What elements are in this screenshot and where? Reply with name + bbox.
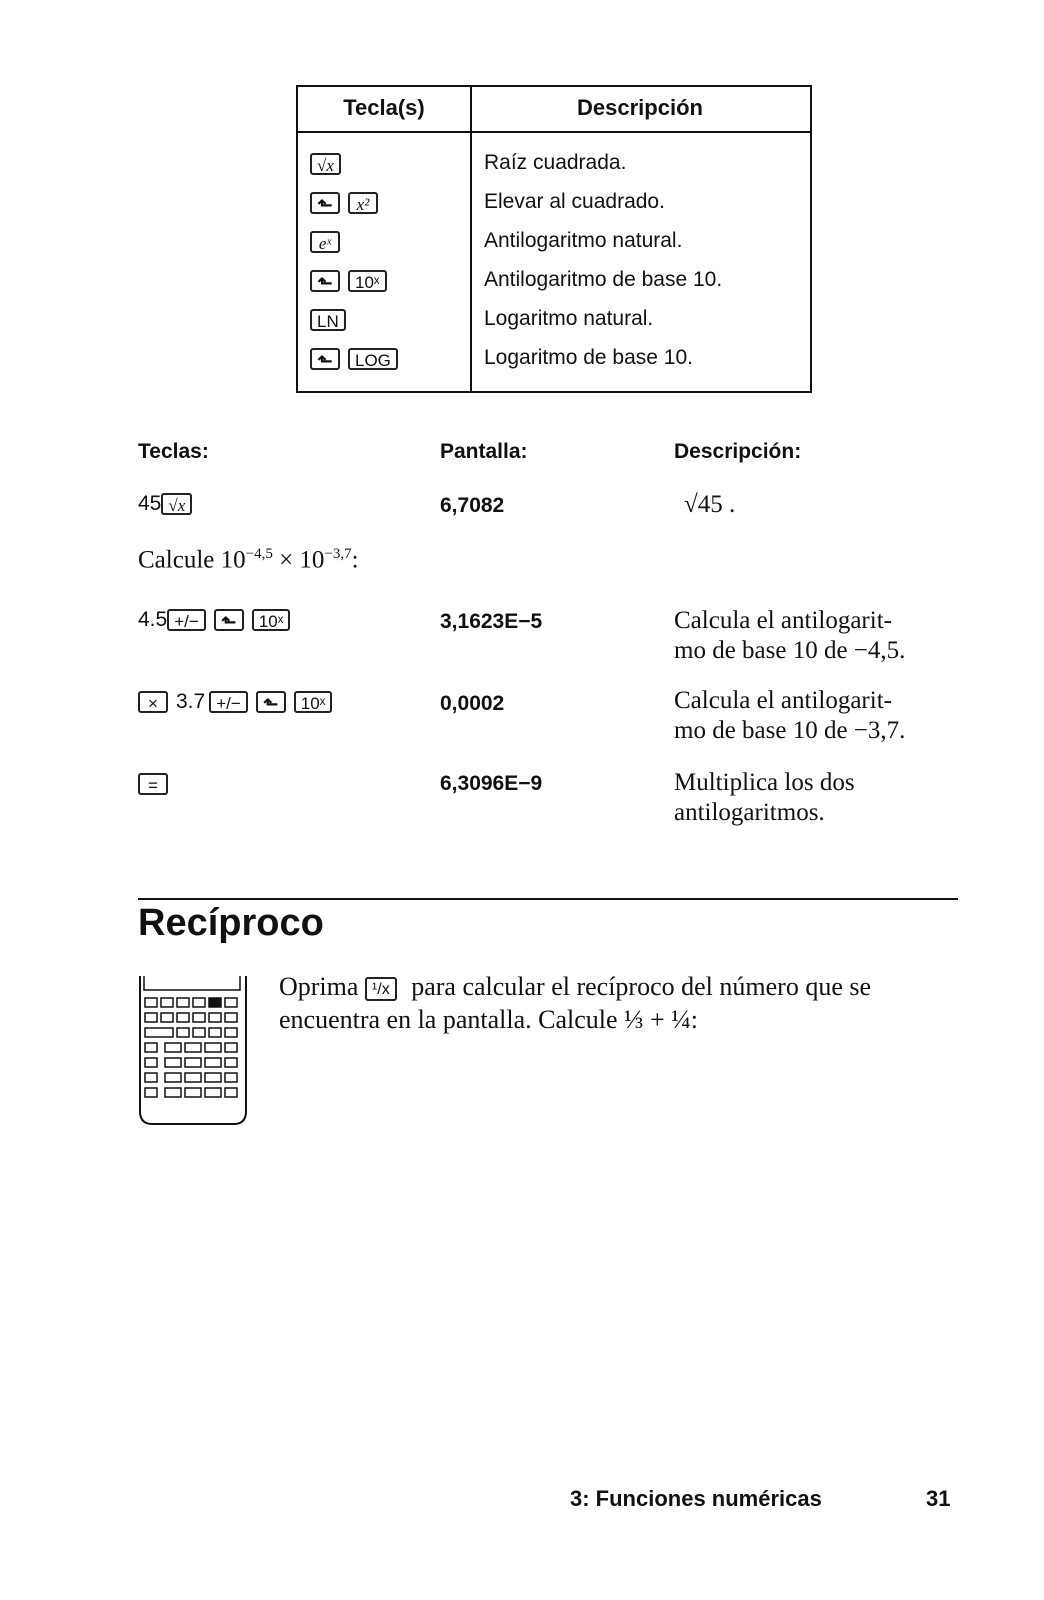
section-title: Recíproco: [138, 902, 324, 944]
exponent: −4,5: [245, 546, 273, 562]
example-keys: [138, 492, 192, 516]
display-value: 0,0002: [440, 692, 505, 715]
exponent: −3,7: [324, 546, 352, 562]
header-description: Descripción: [577, 95, 703, 120]
ten-power-key: 10ˣ: [252, 609, 291, 631]
shift-arrow-icon: ⬑: [214, 609, 244, 631]
row-desc: Logaritmo de base 10.: [484, 346, 693, 369]
example-keys: [138, 772, 168, 796]
body-text: para calcular el recíproco del número que se encuentra en la pantalla. Calcule ⅓ + ¼:: [279, 972, 872, 1034]
example-desc: [674, 686, 905, 746]
multiply-key: ×: [138, 691, 168, 713]
number-text: 3.7: [176, 690, 206, 713]
sqrt-key: √x: [161, 493, 192, 515]
shift-arrow-icon: ⬑: [256, 691, 286, 713]
desc-line: Calcula el antilogarit-: [674, 687, 892, 714]
calc-text: :: [351, 546, 359, 574]
page-number: 31: [926, 1486, 951, 1511]
table-row: [298, 340, 810, 379]
col-desc-header: Descripción:: [674, 440, 802, 463]
example-desc: [674, 606, 905, 666]
square-key: x²: [348, 192, 378, 214]
display-value: 6,3096E−9: [440, 772, 543, 795]
row-desc: Antilogaritmo de base 10.: [484, 268, 723, 291]
section-rule: [138, 898, 958, 900]
desc-line: antilogaritmos.: [674, 799, 825, 826]
table-row: [298, 145, 810, 184]
calculator-icon: [138, 976, 248, 1128]
change-sign-key: +/−: [209, 691, 248, 713]
row-desc: Elevar al cuadrado.: [484, 190, 665, 213]
display-value: 6,7082: [440, 494, 505, 517]
reciprocal-key: ¹/x: [365, 977, 397, 1001]
equals-key: =: [138, 773, 168, 795]
chapter-title: 3: Funciones numéricas: [570, 1486, 822, 1511]
shift-arrow-icon: ⬑: [310, 348, 340, 370]
example-desc: √45 .: [684, 491, 736, 518]
sqrt-key: √x: [310, 153, 341, 175]
calc-text: Calcule 10: [138, 546, 246, 574]
shift-arrow-icon: ⬑: [310, 270, 340, 292]
calc-text: × 10: [272, 546, 325, 574]
row-desc: Raíz cuadrada.: [484, 151, 627, 174]
table-row: [298, 301, 810, 340]
exp-key: eˣ: [310, 231, 340, 253]
row-desc: Antilogaritmo natural.: [484, 229, 683, 252]
calc-instruction: [138, 546, 359, 574]
desc-line: Multiplica los dos: [674, 769, 855, 796]
body-text: Oprima: [279, 972, 359, 1001]
number-text: 4.5: [138, 608, 168, 631]
example-keys: [138, 608, 290, 632]
desc-line: Calcula el antilogarit-: [674, 607, 892, 634]
desc-line: mo de base 10 de −4,5.: [674, 637, 906, 664]
display-value: 3,1623E−5: [440, 610, 543, 633]
ln-key: LN: [310, 309, 346, 331]
shift-arrow-icon: ⬑: [310, 192, 340, 214]
log-key: LOG: [348, 348, 398, 370]
example-keys: [138, 690, 332, 714]
example-desc: [674, 768, 855, 828]
table-row: [298, 223, 810, 262]
desc-line: mo de base 10 de −3,7.: [674, 717, 906, 744]
header-keys: Tecla(s): [343, 95, 425, 120]
change-sign-key: +/−: [167, 609, 206, 631]
col-keys-header: Teclas:: [138, 440, 209, 463]
header-rule: [298, 131, 810, 133]
key-table: [296, 85, 812, 393]
ten-power-key: 10ˣ: [348, 270, 387, 292]
number-text: 45: [138, 492, 162, 515]
section-body: [279, 970, 969, 1036]
row-desc: Logaritmo natural.: [484, 307, 654, 330]
col-display-header: Pantalla:: [440, 440, 528, 463]
ten-power-key: 10ˣ: [294, 691, 333, 713]
table-row: [298, 262, 810, 301]
table-row: [298, 184, 810, 223]
